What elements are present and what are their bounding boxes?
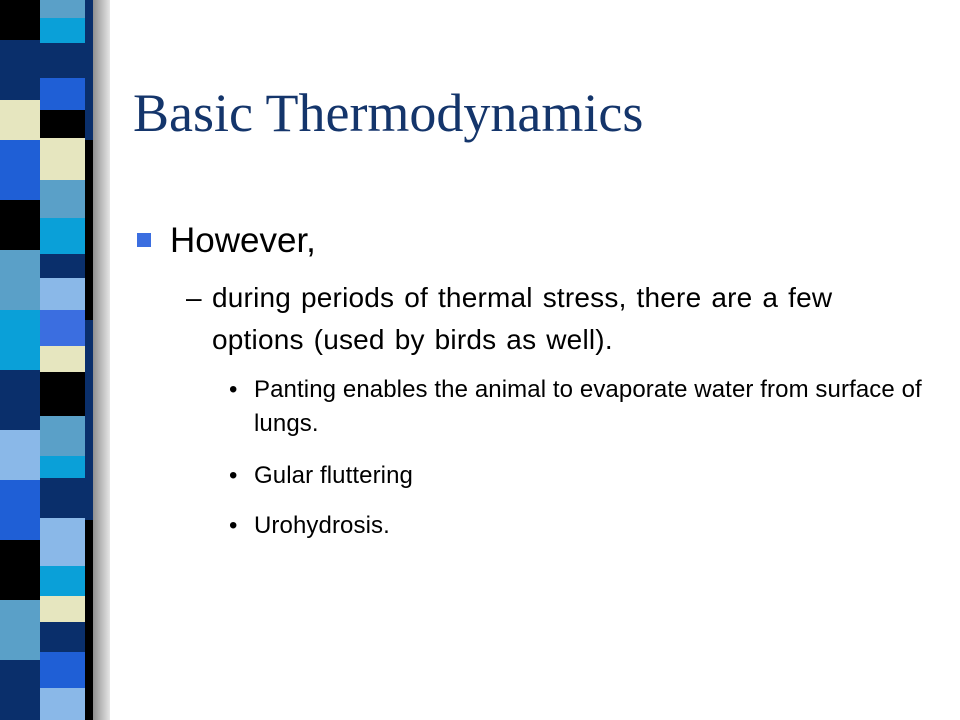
stripe-block [0,0,40,40]
stripe-block [40,278,85,310]
stripe-block [40,346,85,372]
dash-bullet-icon: – [186,282,202,313]
stripe-block [0,600,40,660]
stripe-block [40,596,85,622]
dot-bullet-icon: • [229,512,238,539]
stripe-block [40,688,85,720]
stripe-block [0,370,40,430]
stripe-block [40,78,85,110]
bullet-level3-text: Urohydrosis. [254,512,390,539]
stripe-block [0,660,40,720]
stripe-block [0,100,40,140]
stripe-block [0,480,40,540]
stripe-block [0,40,40,100]
stripe-block [0,540,40,600]
stripe-block [40,218,85,254]
stripe-block [85,320,93,520]
stripe-block [40,478,85,518]
stripe-block [40,566,85,596]
slide-title: Basic Thermodynamics [133,83,644,143]
stripe-block [40,18,85,43]
stripe-block [85,0,93,140]
stripe-block [0,310,40,370]
stripe-block [40,622,85,652]
stripe-block [40,416,85,456]
bullet-level3-text: Gular fluttering [254,462,414,489]
stripe-block [40,110,85,138]
dot-bullet-icon: • [229,462,238,489]
stripe-block [40,456,85,478]
dot-bullet-icon: • [229,376,238,403]
stripe-block [0,200,40,250]
stripe-block [40,372,85,416]
stripe-block [40,254,85,278]
decorative-stripe [0,0,110,720]
bullet-level1-text: However, [170,221,316,260]
stripe-block [40,43,85,78]
stripe-block [85,140,93,320]
stripe-block [40,518,85,566]
stripe-block [85,520,93,720]
stripe-block [40,310,85,346]
stripe-block [40,0,85,18]
stripe-block [0,250,40,310]
stripe-block [0,430,40,480]
stripe-block [40,652,85,688]
stripe-block [0,140,40,200]
square-bullet-icon [137,233,151,247]
bullet-level3-text: Panting enables the animal to evaporate water from surface of lungs. [254,376,922,437]
bullet-level2-text: during periods of thermal stress, there are a few options (used by birds as well). [212,282,833,355]
stripe-block [40,138,85,180]
stripe-block [40,180,85,218]
